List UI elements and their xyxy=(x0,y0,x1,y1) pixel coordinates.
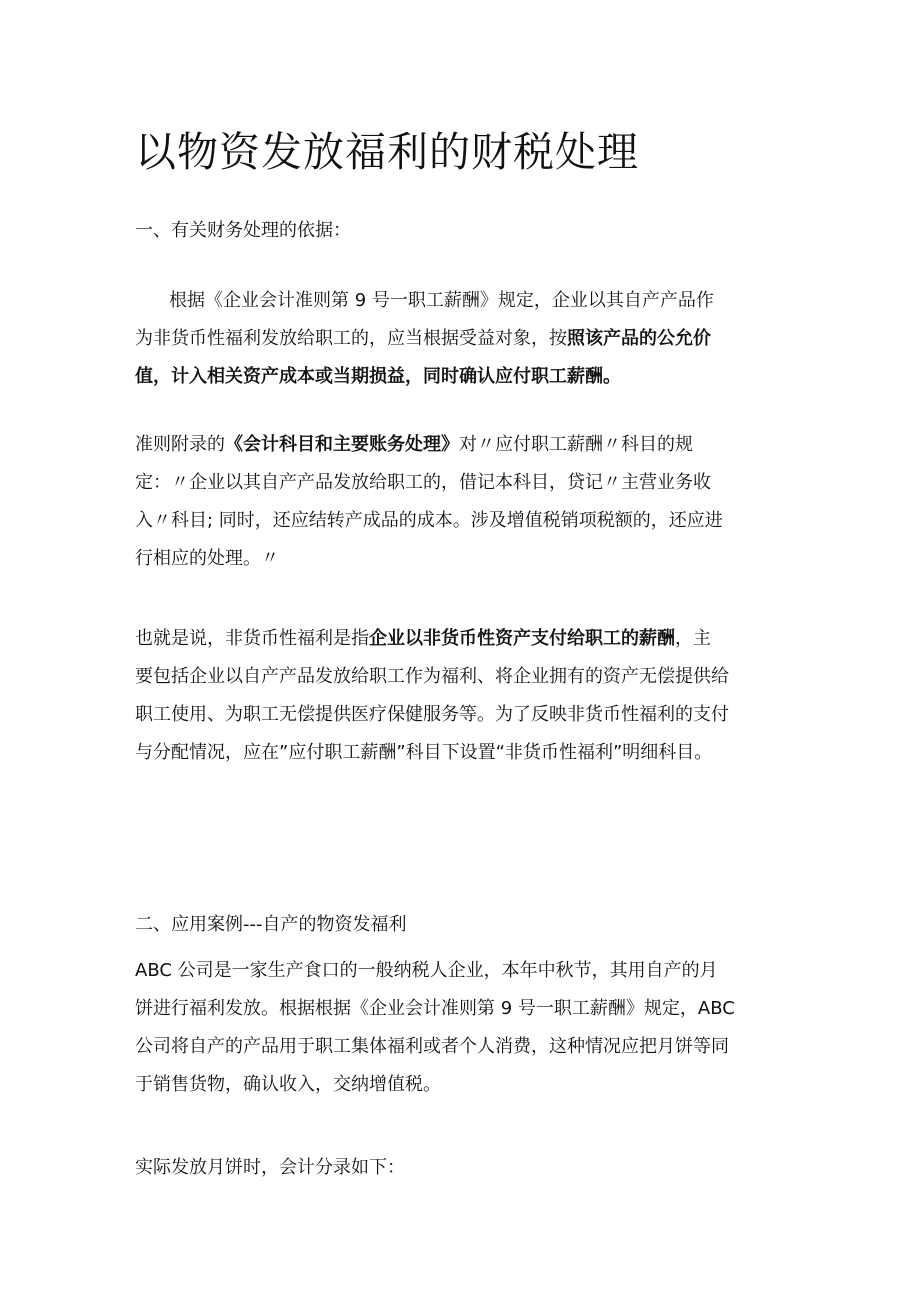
paragraph-line: 于销售货物，确认收入，交纳增值税。 xyxy=(135,1074,441,1095)
bold-text: 企业以非货币性资产支付给职工的薪酬 xyxy=(369,628,675,649)
paragraph-line: 行相应的处理。〃 xyxy=(135,548,279,569)
paragraph-line: 公司将自产的产品用于职工集体福利或者个人消费，这种情况应把月饼等同 xyxy=(135,1036,729,1057)
document-title: 以物资发放福利的财税处理 xyxy=(135,128,639,176)
section-1-heading: 一、有关财务处理的依据： xyxy=(135,220,351,241)
paragraph-line xyxy=(135,358,795,396)
line-text: 对〃应付职工薪酬〃科目的规 xyxy=(459,434,693,455)
paragraph-line: 与分配情况，应在”应付职工薪酬”科目下设置“非货币性福利”明细科目。 xyxy=(135,742,713,763)
bold-text: 照该产品的公允价 xyxy=(567,328,711,349)
line-text: ，主 xyxy=(675,628,711,649)
bold-text: 值，计入相关资产成本或当期损益，同时确认应付职工薪酬。 xyxy=(135,366,621,387)
paragraph-line xyxy=(135,320,795,358)
section-2-heading: 二、应用案例---自产的物资发福利 xyxy=(135,914,407,935)
section-1-paragraph-1 xyxy=(135,282,795,396)
paragraph-line: 饼进行福利发放。根据根据《企业会计准则第 9 号一职工薪酬》规定，ABC xyxy=(135,998,735,1019)
paragraph-line: 根据《企业会计准则第 9 号一职工薪酬》规定，企业以其自产产品作 xyxy=(169,290,714,311)
section-1-paragraph-3 xyxy=(135,620,795,772)
paragraph-line: ABC 公司是一家生产食口的一般纳税人企业，本年中秋节，其用自产的月 xyxy=(135,960,718,981)
paragraph-line: 职工使用、为职工无偿提供医疗保健服务等。为了反映非货币性福利的支付 xyxy=(135,704,729,725)
section-2-paragraph-1 xyxy=(135,952,795,1104)
paragraph-line xyxy=(135,620,795,658)
paragraph-line: 要包括企业以自产产品发放给职工作为福利、将企业拥有的资产无偿提供给 xyxy=(135,666,729,687)
paragraph-line: 入〃科目; 同时，还应结转产成品的成本。涉及增值税销项税额的，还应进 xyxy=(135,510,723,531)
paragraph-line: 定：〃企业以其自产产品发放给职工的，借记本科目，贷记〃主营业务收 xyxy=(135,472,711,493)
line-text: 也就是说，非货币性福利是指 xyxy=(135,628,369,649)
line-text: 准则附录的 xyxy=(135,434,225,455)
bold-text: 《会计科目和主要账务处理》 xyxy=(225,434,459,455)
line-text: 为非货币性福利发放给职工的，应当根据受益对象，按 xyxy=(135,328,567,349)
section-1-paragraph-2 xyxy=(135,426,795,578)
paragraph-line xyxy=(135,426,795,464)
paragraph-line: 实际发放月饼时，会计分录如下： xyxy=(135,1157,405,1178)
section-2-paragraph-2 xyxy=(135,1149,795,1187)
